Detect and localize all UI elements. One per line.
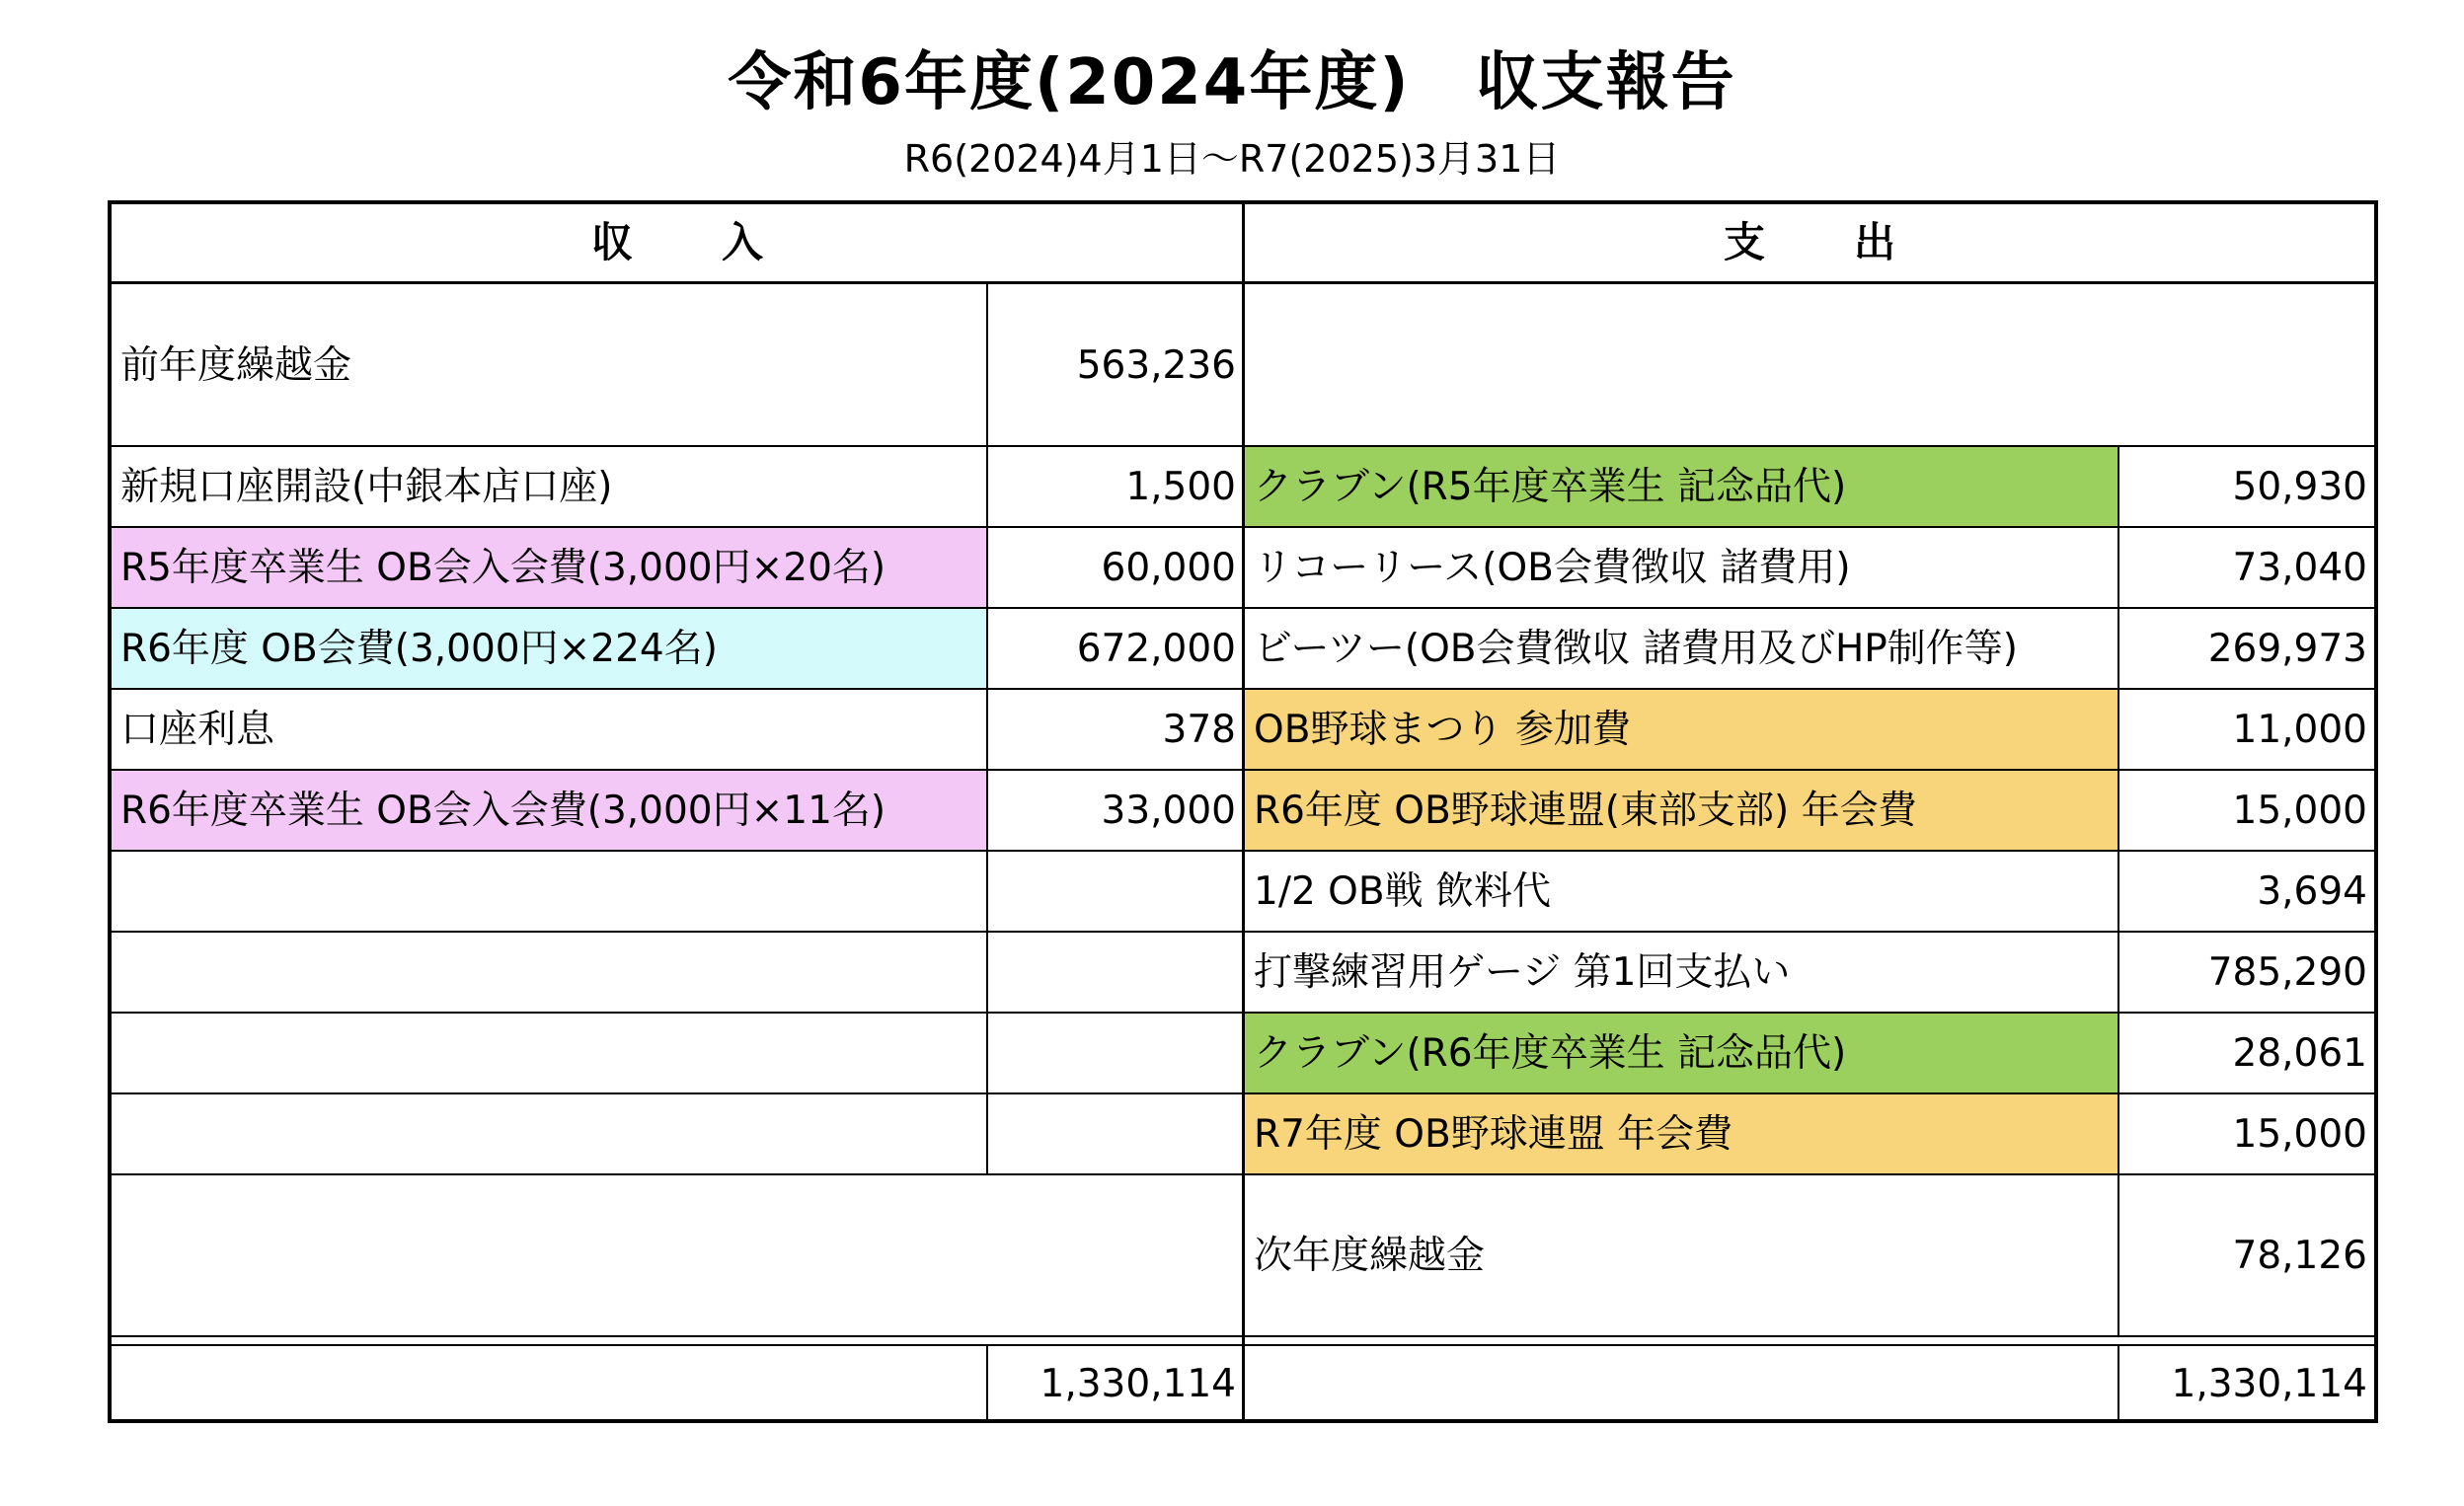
report-title: 令和6年度(2024年度) 収支報告: [728, 46, 1736, 119]
expense-item-label: 1/2 OB戦 飲料代: [1254, 868, 1552, 914]
income-item-amount: 1,500: [1125, 464, 1236, 509]
expense-carryover-amount: 78,126: [2232, 1233, 2367, 1278]
expense-item-amount: 785,290: [2207, 949, 2367, 995]
expense-item-amount: 11,000: [2232, 707, 2367, 752]
expense-item-amount: 73,040: [2232, 545, 2367, 590]
income-item-label: 新規口座開設(中銀本店口座): [120, 464, 613, 509]
expense-carryover-label: 次年度繰越金: [1254, 1233, 1486, 1278]
income-item-label: 口座利息: [120, 707, 275, 752]
expense-item-amount: 50,930: [2232, 464, 2367, 509]
income-item-label: R6年度 OB会費(3,000円×224名): [111, 608, 987, 689]
income-header: 収入: [590, 218, 852, 266]
expense-item-amount: 269,973: [2207, 626, 2367, 671]
income-item-amount: 672,000: [1076, 626, 1236, 671]
income-item-amount: 378: [1162, 707, 1236, 752]
income-item-label: R5年度卒業生 OB会入会費(3,000円×20名): [111, 527, 987, 608]
expense-item-label: OB野球まつり 参加費: [1244, 689, 2118, 770]
income-total: 1,330,114: [1040, 1361, 1236, 1406]
expense-item-label: クラブン(R6年度卒業生 記念品代): [1244, 1013, 2118, 1093]
expense-item-amount: 15,000: [2232, 788, 2367, 833]
expense-total: 1,330,114: [2171, 1361, 2367, 1406]
expense-item-amount: 15,000: [2232, 1111, 2367, 1157]
expense-item-amount: 3,694: [2257, 868, 2367, 914]
expense-item-label: クラブン(R5年度卒業生 記念品代): [1244, 446, 2118, 527]
income-item-amount: 60,000: [1101, 545, 1236, 590]
report-period: R6(2024)4月1日～R7(2025)3月31日: [903, 137, 1561, 181]
expense-item-label: R7年度 OB野球連盟 年会費: [1244, 1093, 2118, 1174]
expense-item-label: ビーツー(OB会費徴収 諸費用及びHP制作等): [1254, 626, 2019, 671]
expense-item-label: リコーリース(OB会費徴収 諸費用): [1254, 545, 1851, 590]
income-carryover-label: 前年度繰越金: [120, 342, 352, 388]
expense-item-amount: 28,061: [2232, 1030, 2367, 1076]
income-carryover-amount: 563,236: [1076, 342, 1236, 388]
expense-item-label: R6年度 OB野球連盟(東部支部) 年会費: [1244, 770, 2118, 851]
expense-header: 支出: [1723, 218, 1984, 266]
income-item-amount: 33,000: [1101, 788, 1236, 833]
expense-item-label: 打撃練習用ゲージ 第1回支払い: [1254, 949, 1791, 995]
income-item-label: R6年度卒業生 OB会入会費(3,000円×11名): [111, 770, 987, 851]
